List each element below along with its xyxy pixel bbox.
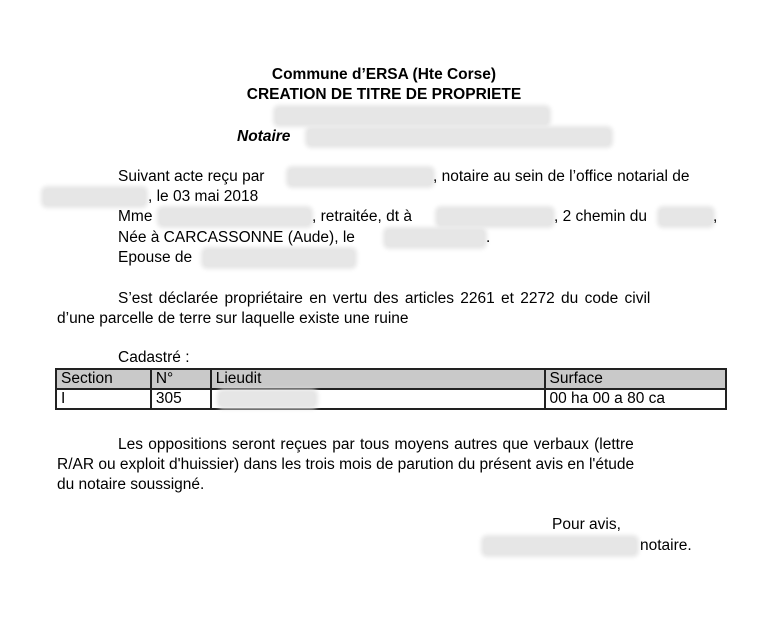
- intro-line-3c: , 2 chemin du: [554, 208, 648, 225]
- intro-line-3a: Mme: [118, 208, 153, 225]
- redacted-street: [660, 209, 712, 225]
- redacted-residence: [438, 209, 552, 225]
- intro-line-2: , le 03 mai 2018: [148, 188, 259, 205]
- cell-lieudit: [211, 389, 545, 409]
- cadastre-header-row: [56, 369, 726, 389]
- redacted-spouse-name: [204, 250, 354, 266]
- intro-line-1b: , notaire au sein de l’office notarial de: [433, 168, 690, 185]
- signature-notaire: notaire.: [640, 537, 692, 554]
- redacted-lieudit: [220, 392, 315, 406]
- intro-line-5: Epouse de: [118, 249, 193, 266]
- notaire-label: Notaire: [237, 128, 291, 145]
- redacted-signatory: [484, 538, 636, 554]
- cadastre-table: [55, 368, 727, 410]
- intro-line-4a: Née à CARCASSONNE (Aude), le: [118, 229, 355, 246]
- redacted-header-line: [276, 108, 548, 124]
- oppositions-line-3: du notaire soussigné.: [57, 476, 205, 493]
- cadastre-data-row: [56, 389, 726, 409]
- intro-line-3b: , retraitée, dt à: [312, 208, 412, 225]
- header-section: Section: [56, 369, 151, 389]
- cadastre-label: Cadastré :: [118, 349, 190, 366]
- cell-section: I: [56, 389, 151, 409]
- intro-line-4b: .: [486, 229, 491, 246]
- document-title: CREATION DE TITRE DE PROPRIETE: [246, 86, 522, 103]
- redacted-notary-name: [289, 169, 432, 185]
- cell-surface: 00 ha 00 a 80 ca: [545, 389, 727, 409]
- header-lieudit: Lieudit: [211, 369, 545, 389]
- cell-numero: 305: [151, 389, 211, 409]
- declaration-line-1: S’est déclarée propriétaire en vertu des articles 2261 et 2272 du code civil: [118, 290, 651, 307]
- oppositions-line-1: Les oppositions seront reçues par tous moyens autres que verbaux (lettre: [118, 436, 634, 453]
- pour-avis: Pour avis,: [552, 516, 621, 533]
- header-surface: Surface: [545, 369, 727, 389]
- redacted-owner-name: [160, 209, 310, 225]
- intro-line-1a: Suivant acte reçu par: [118, 168, 265, 185]
- intro-line-3d: ,: [713, 208, 718, 225]
- declaration-line-2: d’une parcelle de terre sur laquelle existe une ruine: [57, 310, 409, 327]
- commune-heading: Commune d’ERSA (Hte Corse): [271, 66, 497, 83]
- header-numero: N°: [151, 369, 211, 389]
- redacted-notaire-name: [308, 129, 610, 145]
- oppositions-line-2: R/AR ou exploit d'huissier) dans les trois mois de parution du présent avis en l'étude: [57, 456, 635, 473]
- redacted-birthdate: [386, 230, 484, 246]
- redacted-office-location: [44, 189, 145, 205]
